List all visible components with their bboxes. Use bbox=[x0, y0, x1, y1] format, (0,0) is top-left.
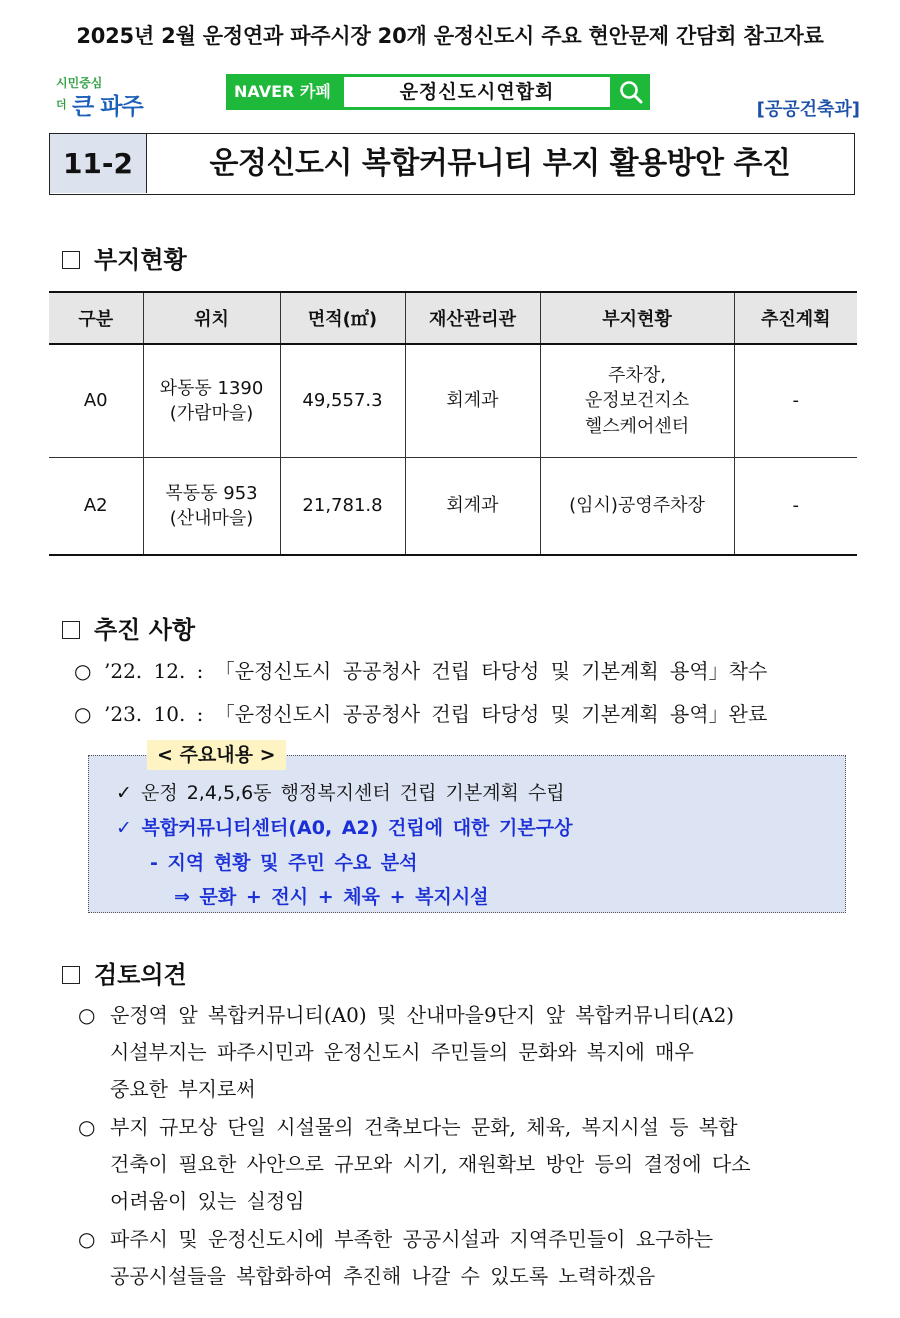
cafe-name: 운정신도시연합회 bbox=[344, 77, 610, 107]
summary-subline: - 지역 현황 및 주민 수요 분석 bbox=[150, 852, 418, 874]
circle-bullet-icon: ○ bbox=[78, 1227, 96, 1251]
circle-bullet-icon: ○ bbox=[78, 1115, 96, 1139]
checkbox-square-icon bbox=[62, 251, 80, 269]
status-line: 주차장, bbox=[608, 365, 666, 387]
location-address: 와동동 1390 bbox=[159, 377, 264, 399]
review-item bbox=[78, 1109, 858, 1220]
section-title: 추진 사항 bbox=[94, 616, 196, 644]
column-header: 추진계획 bbox=[734, 292, 857, 344]
section-site-status-heading bbox=[62, 240, 187, 275]
column-header: 구분 bbox=[49, 292, 143, 344]
review-item bbox=[78, 1221, 858, 1295]
status-line: 운정보건지소 bbox=[584, 390, 690, 412]
property-manager: 회계과 bbox=[405, 344, 540, 458]
review-text-line: 건축이 필요한 사안으로 규모와 시기, 재원확보 방안 등의 결정에 다소 bbox=[110, 1152, 751, 1176]
review-text-line: 공공시설들을 복합화하여 추진해 나갈 수 있도록 노력하겠음 bbox=[110, 1264, 656, 1288]
property-manager: 회계과 bbox=[405, 458, 540, 556]
naver-cafe-banner[interactable] bbox=[226, 74, 650, 110]
summary-result: ⇒ 문화 + 전시 + 체육 + 복지시설 bbox=[174, 886, 489, 908]
site-status bbox=[540, 344, 734, 458]
table-row bbox=[49, 344, 857, 458]
search-icon[interactable] bbox=[618, 79, 644, 105]
summary-line-highlight: ✓ 복합커뮤니티센터(A0, A2) 건립에 대한 기본구상 bbox=[116, 817, 573, 839]
key-contents-title: < 주요내용 > bbox=[147, 740, 286, 770]
logo-prefix: 더 bbox=[56, 98, 67, 111]
checkbox-square-icon bbox=[62, 966, 80, 984]
site-area: 49,557.3 bbox=[280, 344, 405, 458]
site-status bbox=[540, 458, 734, 556]
section-progress-heading bbox=[62, 610, 195, 645]
section-review-heading bbox=[62, 955, 187, 990]
review-item bbox=[78, 997, 858, 1108]
table-header-row bbox=[49, 292, 857, 344]
review-text-line: 부지 규모상 단일 시설물의 건축보다는 문화, 체육, 복지시설 등 복합 bbox=[110, 1115, 738, 1139]
site-code: A2 bbox=[49, 458, 143, 556]
column-header: 면적(㎡) bbox=[280, 292, 405, 344]
item-number: 11-2 bbox=[50, 134, 147, 193]
circle-bullet-icon: ○ bbox=[74, 659, 92, 683]
paju-city-logo bbox=[52, 74, 152, 122]
logo-name: 큰 파주 bbox=[72, 94, 143, 120]
item-heading bbox=[49, 133, 855, 195]
location-village: (가람마을) bbox=[169, 403, 254, 424]
site-code: A0 bbox=[49, 344, 143, 458]
logo-slogan: 시민중심 bbox=[56, 76, 103, 90]
column-header: 위치 bbox=[143, 292, 280, 344]
naver-cafe-label: NAVER 카페 bbox=[234, 82, 331, 101]
column-header: 재산관리관 bbox=[405, 292, 540, 344]
promotion-plan: - bbox=[734, 344, 857, 458]
review-text-line: 운정역 앞 복합커뮤니티(A0) 및 산내마을9단지 앞 복합커뮤니티(A2) bbox=[110, 1003, 735, 1027]
site-location bbox=[143, 458, 280, 556]
circle-bullet-icon: ○ bbox=[74, 702, 92, 726]
department-label: [공공건축과] bbox=[756, 99, 860, 120]
status-line: (임시)공영주차장 bbox=[569, 495, 705, 517]
summary-line: ✓ 운정 2,4,5,6동 행정복지센터 건립 기본계획 수립 bbox=[116, 782, 565, 804]
review-text-line: 어려움이 있는 실정임 bbox=[110, 1189, 305, 1213]
progress-item bbox=[74, 655, 767, 684]
section-title: 부지현황 bbox=[94, 246, 187, 274]
review-text-line: 파주시 및 운정신도시에 부족한 공공시설과 지역주민들이 요구하는 bbox=[110, 1227, 714, 1251]
review-text-line: 시설부지는 파주시민과 운정신도시 주민들의 문화와 복지에 매우 bbox=[110, 1040, 694, 1064]
status-line: 헬스케어센터 bbox=[584, 415, 690, 437]
site-area: 21,781.8 bbox=[280, 458, 405, 556]
document-header: 2025년 2월 운정연과 파주시장 20개 운정신도시 주요 현안문제 간담회 참고자료 bbox=[76, 24, 824, 48]
location-address: 목동동 953 bbox=[165, 482, 258, 504]
item-title: 운정신도시 복합커뮤니티 부지 활용방안 추진 bbox=[209, 146, 791, 181]
column-header: 부지현황 bbox=[540, 292, 734, 344]
progress-text: ’23. 10. : 「운정신도시 공공청사 건립 타당성 및 기본계획 용역」완료 bbox=[104, 702, 768, 726]
progress-item bbox=[74, 698, 767, 727]
location-village: (산내마을) bbox=[169, 508, 254, 529]
progress-text: ’22. 12. : 「운정신도시 공공청사 건립 타당성 및 기본계획 용역」착수 bbox=[104, 659, 768, 683]
section-title: 검토의견 bbox=[94, 961, 187, 989]
site-location bbox=[143, 344, 280, 458]
checkbox-square-icon bbox=[62, 621, 80, 639]
table-row bbox=[49, 458, 857, 556]
circle-bullet-icon: ○ bbox=[78, 1003, 96, 1027]
promotion-plan: - bbox=[734, 458, 857, 556]
review-text-line: 중요한 부지로써 bbox=[110, 1077, 256, 1101]
site-status-table bbox=[49, 291, 857, 556]
